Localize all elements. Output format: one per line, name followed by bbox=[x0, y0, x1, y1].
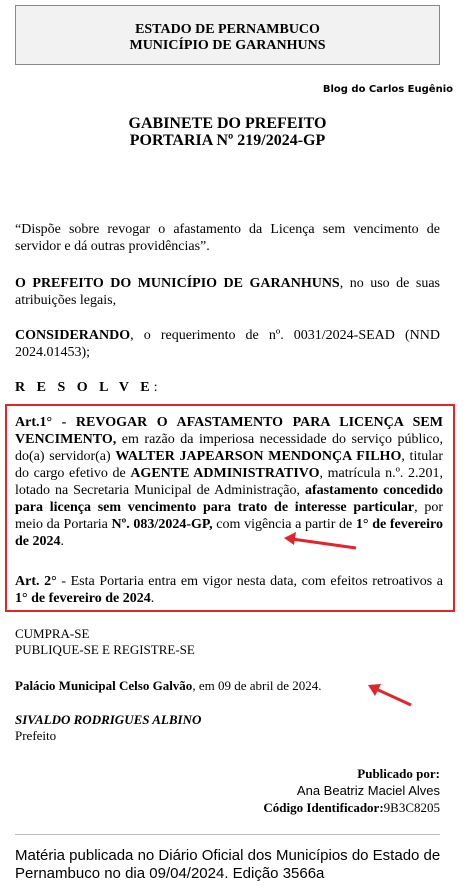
title-office: GABINETE DO PREFEITO bbox=[128, 115, 327, 132]
art2-lead: Art. 2° bbox=[15, 574, 57, 589]
considerando-bold: CONSIDERANDO bbox=[15, 328, 131, 343]
article-2 bbox=[15, 573, 443, 607]
published-by-label: Publicado por: bbox=[357, 766, 440, 781]
considerando bbox=[15, 327, 440, 361]
header-state: ESTADO DE PERNAMBUCO bbox=[135, 22, 320, 37]
art1-text-1: em razão da imperiosa necessidade do serviço público, do(a) servidor(a) bbox=[15, 432, 443, 464]
preamble-bold: O PREFEITO DO MUNICÍPIO DE GARANHUNS bbox=[15, 276, 340, 291]
art1-text-3: , matrícula n.º. 2.201, lotado na Secretaria Municipal de Administração, bbox=[15, 466, 444, 498]
art2-date: 1° de fevereiro de 2024 bbox=[15, 591, 151, 606]
art1-text-4: , por meio da Portaria bbox=[15, 500, 443, 532]
header-box bbox=[15, 5, 440, 65]
document-title bbox=[0, 115, 455, 149]
art2-text-1: - Esta Portaria entra em vigor nesta data, com efeitos retroativos a bbox=[56, 574, 443, 589]
place-rest: , em 09 de abril de 2024. bbox=[192, 678, 322, 693]
resolve bbox=[15, 379, 440, 396]
signer-name: SIVALDO RODRIGUES ALBINO bbox=[15, 712, 202, 727]
art1-text-6: . bbox=[60, 534, 64, 549]
palace-name: Palácio Municipal Celso Galvão bbox=[15, 678, 193, 693]
title-portaria: PORTARIA Nº 219/2024-GP bbox=[129, 132, 326, 149]
article-1 bbox=[15, 414, 443, 550]
closing-line-2: PUBLIQUE-SE E REGISTRE-SE bbox=[15, 642, 195, 657]
closing bbox=[15, 626, 195, 658]
resolve-colon: : bbox=[153, 380, 158, 395]
resolve-label: R E S O L V E bbox=[15, 380, 154, 395]
preamble bbox=[15, 275, 440, 309]
considerando-rest: , o requerimento de nº. 0031/2024-SEAD (NND 2024.01453); bbox=[15, 328, 440, 360]
signer-role: Prefeito bbox=[15, 728, 57, 743]
art2-text-2: . bbox=[150, 591, 155, 606]
servant-name: WALTER JAPEARSON MENDONÇA FILHO bbox=[115, 449, 402, 464]
publication-info bbox=[263, 765, 440, 816]
art1-date: 1° de fevereiro de 2024 bbox=[15, 517, 443, 549]
position-title: AGENTE ADMINISTRATIVO bbox=[130, 466, 320, 481]
ementa: “Dispõe sobre revogar o afastamento da Licença sem vencimento de servidor e dá outras providências”. bbox=[15, 222, 440, 254]
leave-description: afastamento concedido para licença sem vencimento para trato de interesse particular bbox=[15, 483, 443, 515]
footer-divider bbox=[15, 834, 440, 835]
blog-watermark: Blog do Carlos Eugênio bbox=[322, 84, 453, 95]
preamble-rest: , no uso de suas atribuições legais, bbox=[15, 276, 440, 308]
signature bbox=[15, 712, 201, 744]
closing-line-1: CUMPRA-SE bbox=[15, 626, 90, 641]
code-value: 9B3C8205 bbox=[383, 800, 440, 815]
highlight-box bbox=[5, 404, 455, 612]
publisher-name: Ana Beatriz Maciel Alves bbox=[296, 783, 440, 798]
arrow-annotation-2 bbox=[366, 681, 416, 709]
art1-text-5: com vigência a partir de bbox=[212, 517, 356, 532]
header-municipality: MUNICÍPIO DE GARANHUNS bbox=[129, 38, 326, 53]
place-date bbox=[15, 678, 322, 694]
code-label: Código Identificador: bbox=[263, 800, 384, 815]
art1-lead: Art.1° - REVOGAR O AFASTAMENTO PARA LICENÇA SEM VENCIMENTO, bbox=[15, 415, 443, 447]
portaria-ref: Nº. 083/2024-GP, bbox=[111, 517, 213, 532]
footer-note: Matéria publicada no Diário Oficial dos Municípios do Estado de Pernambuco no dia 09/04/2024. Edição 3566a bbox=[15, 847, 441, 882]
art1-text-2: , titular do cargo efetivo de bbox=[15, 449, 443, 481]
arrow-annotation-1 bbox=[282, 530, 360, 554]
